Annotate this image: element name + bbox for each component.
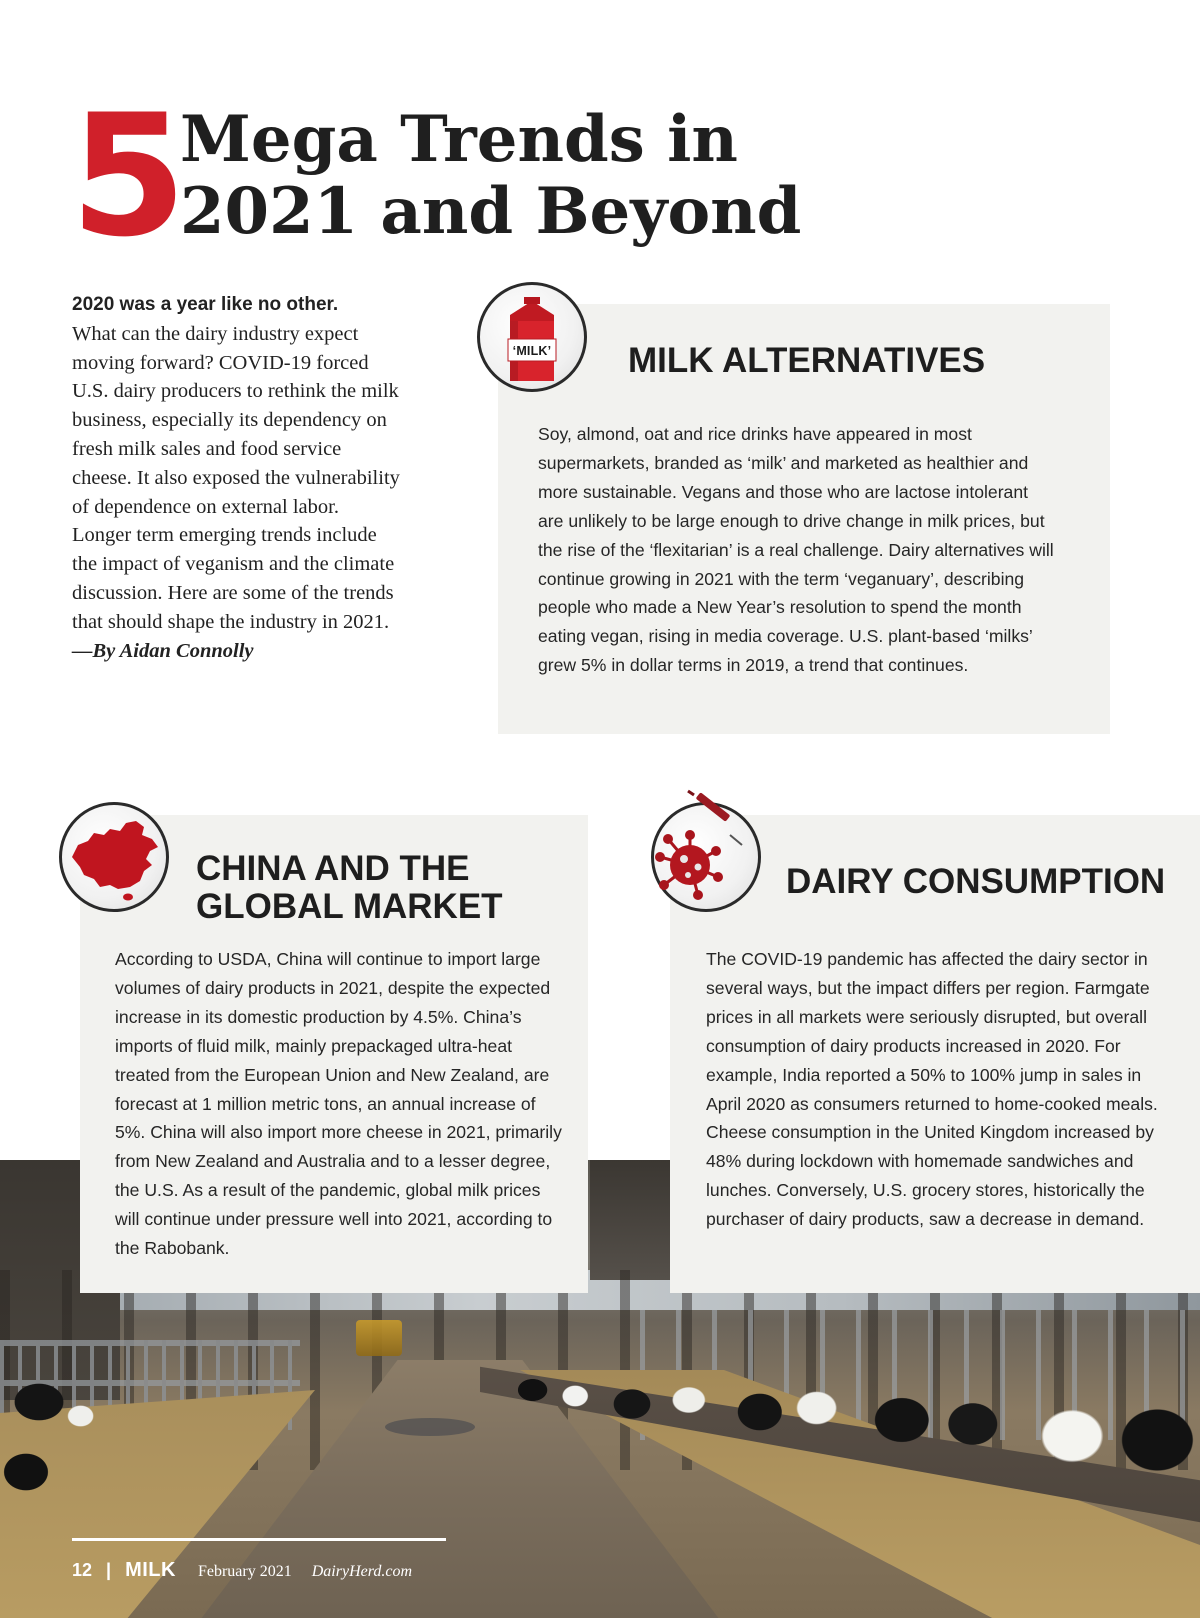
virus-spot-3	[685, 872, 691, 878]
china-map-graphic	[62, 805, 166, 909]
card-body-china: According to USDA, China will continue to import large volumes of dairy products in 2021, despite the expected increase in its domestic production by 4.5%. China’s imports of fluid milk, mainly prepackaged ultra-heat treated from the European Union and New Zealand, are forecast at 1 million metric tons, an annual increase of 5%. China will also import more cheese in 2021, primarily from New Zealand and Australia and to a lesser degree, the U.S. As a result of the pandemic, global milk prices will continue under pressure well into 2021, according to the Rabobank.	[115, 949, 562, 1259]
virus-knob-1	[685, 830, 695, 840]
page-title	[180, 104, 801, 248]
card-title-milk-alternatives: MILK ALTERNATIVES	[628, 341, 986, 380]
page-title-line-1: Mega Trends in	[180, 102, 738, 177]
page-number: 12	[72, 1560, 93, 1580]
intro-text: What can the dairy industry expect moving forward? COVID-19 forced U.S. dairy producers to rethink the milk business, especially its dependency on fresh milk sales and food service cheese. It also exposed the vulnerability of dependence on external labor. Longer term emerging trends include the impact of veganism and the climate discussion. Here are some of the trends that should shape the industry in 2021.	[72, 322, 400, 633]
intro-lead: 2020 was a year like no other.	[72, 294, 339, 315]
syringe-needle	[730, 835, 742, 845]
card-title-china-line-1: CHINA AND THE	[196, 849, 470, 888]
virus-core	[670, 845, 710, 885]
photo-cows-right	[490, 1280, 1200, 1480]
syringe-plunger	[688, 791, 694, 795]
virus-knob-7	[663, 834, 673, 844]
virus-knob-4	[693, 890, 703, 900]
photo-tractor	[356, 1320, 402, 1356]
milk-carton-icon	[477, 282, 587, 392]
milk-carton-spout	[524, 297, 540, 304]
china-map-shape	[72, 821, 158, 889]
byline: —By Aidan Connolly	[72, 639, 254, 662]
card-title-dairy-consumption: DAIRY CONSUMPTION	[786, 862, 1166, 901]
virus-graphic	[655, 830, 723, 900]
virus-knob-2	[711, 846, 721, 856]
card-body-dairy-consumption: The COVID-19 pandemic has affected the dairy sector in several ways, but the impact differs per region. Farmgate prices in all markets were seriously disrupted, but overall consumption of dairy products increased in 2020. For example, India reported a 50% to 100% jump in sales in April 2020 as consumers returned to home-cooked meals. Cheese consumption in the United Kingdom increased by 48% during lockdown with homemade sandwiches and lunches. Conversely, U.S. grocery stores, historically the purchaser of dairy products, saw a decrease in demand.	[706, 949, 1158, 1230]
card-title-china-line-2: GLOBAL MARKET	[196, 887, 503, 926]
virus-knob-3	[713, 872, 723, 882]
footer-separator: |	[106, 1560, 112, 1580]
virus-spot-1	[680, 855, 688, 863]
virus-knob-5	[659, 880, 669, 890]
virus-syringe-graphic	[654, 805, 758, 909]
website: DairyHerd.com	[311, 1563, 413, 1580]
photo-cows-left	[0, 1360, 130, 1500]
page-title-line-2: 2021 and Beyond	[180, 174, 802, 249]
intro-paragraph	[72, 290, 402, 665]
virus-knob-6	[655, 852, 665, 862]
virus-syringe-icon	[651, 802, 761, 912]
page-footer	[72, 1559, 412, 1585]
footer-rule	[72, 1538, 446, 1541]
syringe-barrel	[696, 792, 731, 822]
milk-carton-graphic	[480, 285, 584, 389]
syringe-graphic	[688, 791, 742, 845]
card-milk-alternatives	[498, 304, 1110, 734]
card-title-china	[196, 850, 503, 926]
virus-spot-2	[695, 864, 702, 871]
magazine-brand: MILK	[125, 1559, 176, 1581]
china-map-icon	[59, 802, 169, 912]
china-map-island	[123, 894, 133, 901]
card-body-milk-alternatives: Soy, almond, oat and rice drinks have appeared in most supermarkets, branded as ‘milk’ and marketed as healthier and more sustainable. Vegans and those who are lactose intolerant are unlikely to be large enough to drive change in milk prices, but the rise of the ‘flexitarian’ is a real challenge. Dairy alternatives will continue growing in 2021 with the term ‘veganuary’, describing people who made a New Year’s resolution to spend the month eating vegan, rising in media coverage. U.S. plant-based ‘milks’ grew 5% in dollar terms in 2019, a trend that continues.	[538, 424, 1054, 676]
headline	[70, 78, 830, 274]
photo-puddle	[385, 1418, 475, 1436]
milk-carton-label-text: ‘MILK’	[512, 344, 552, 358]
issue-date: February 2021	[197, 1563, 292, 1580]
headline-number: 5	[70, 78, 181, 274]
